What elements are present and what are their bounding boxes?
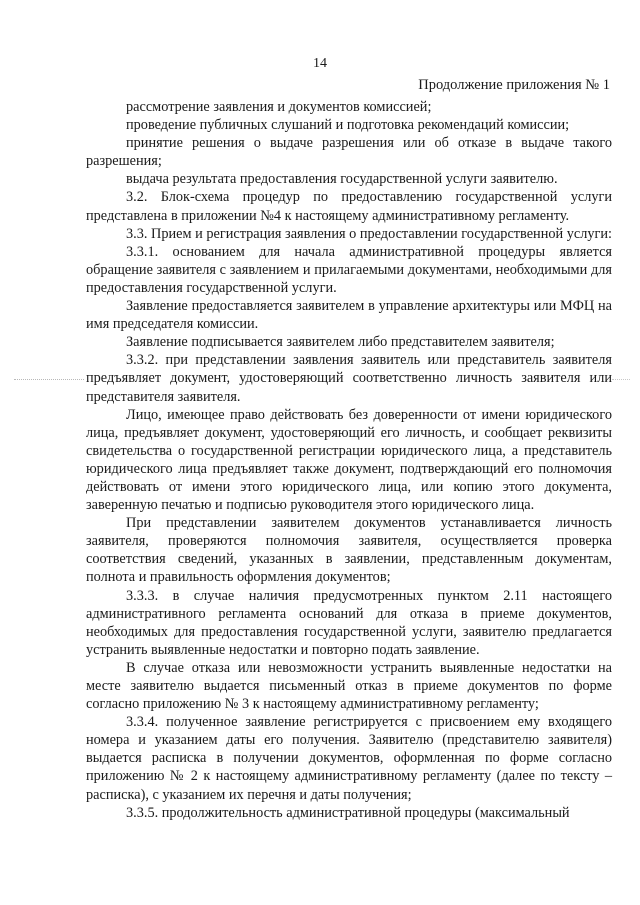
document-body bbox=[86, 98, 612, 822]
paragraph: Заявление предоставляется заявителем в управление архитектуры или МФЦ на имя председателя комиссии. bbox=[86, 298, 612, 333]
paragraph: рассмотрение заявления и документов комиссией; bbox=[126, 99, 432, 115]
paragraph: 3.3.1. основанием для начала административной процедуры является обращение заявителя с заявлением и прилагаемыми документами, необходимыми для предоставления государственной услуги. bbox=[86, 243, 612, 296]
appendix-continuation-note: Продолжение приложения № 1 bbox=[418, 77, 610, 93]
scan-artifact-dots bbox=[612, 379, 630, 382]
paragraph: 3.2. Блок-схема процедур по предоставлению государственной услуги представлена в приложении №4 к настоящему административному регламенту. bbox=[86, 189, 612, 224]
paragraph: 3.3.5. продолжительность административной процедуры (максимальный bbox=[126, 804, 570, 821]
paragraph: Заявление подписывается заявителем либо представителем заявителя; bbox=[126, 334, 555, 351]
paragraph: 3.3.4. полученное заявление регистрируется с присвоением ему входящего номера и указанием даты его получения. Заявителю (представителю заявителя) выдается расписка в получении документов, оформленная по форме согласно приложению № 2 к настоящему административному регламенту (далее по тексту – расписка), с указанием их перечня и даты получения; bbox=[86, 714, 612, 803]
paragraph: В случае отказа или невозможности устранить выявленные недостатки на месте заявителю выдается письменный отказ в приеме документов по форме согласно приложению № 3 к настоящему административному регламенту; bbox=[86, 659, 612, 713]
paragraph: проведение публичных слушаний и подготовка рекомендаций комиссии; bbox=[126, 117, 570, 134]
paragraph: принятие решения о выдаче разрешения или об отказе в выдаче такого разрешения; bbox=[86, 135, 612, 170]
scan-artifact-dots bbox=[14, 379, 84, 382]
paragraph: 3.3.3. в случае наличия предусмотренных пунктом 2.11 настоящего административного регламента оснований для отказа в приеме документов, необходимых для предоставления государственной услуги, заявителю предлагается устранить выявленные недостатки и повторно подать заявление. bbox=[86, 587, 612, 658]
paragraph: Лицо, имеющее право действовать без доверенности от имени юридического лица, предъявляет документ, удостоверяющий его личность, и сообщает реквизиты свидетельства о государственной регистрации юридического лица, а представитель юридического лица предъявляет также документ, подтверждающий его полномочия действовать от имени этого юридического лица, или копию этого документа, заверенную печатью и подписью руководителя этого юридического лица. bbox=[86, 406, 612, 514]
paragraph: выдача результата предоставления государственной услуги заявителю. bbox=[126, 171, 558, 188]
paragraph: 3.3.2. при представлении заявления заявитель или представитель заявителя предъявляет документ, удостоверяющий соответственно личность заявителя или представителя заявителя. bbox=[86, 352, 612, 405]
page-number: 14 bbox=[313, 56, 327, 71]
paragraph: При представлении заявителем документов устанавливается личность заявителя, проверяются полномочия заявителя, осуществляется проверка соответствия сведений, указанных в заявлении, представленным документам, полнота и правильность оформления документов; bbox=[86, 515, 612, 586]
paragraph: 3.3. Прием и регистрация заявления о предоставлении государственной услуги: bbox=[126, 225, 612, 242]
